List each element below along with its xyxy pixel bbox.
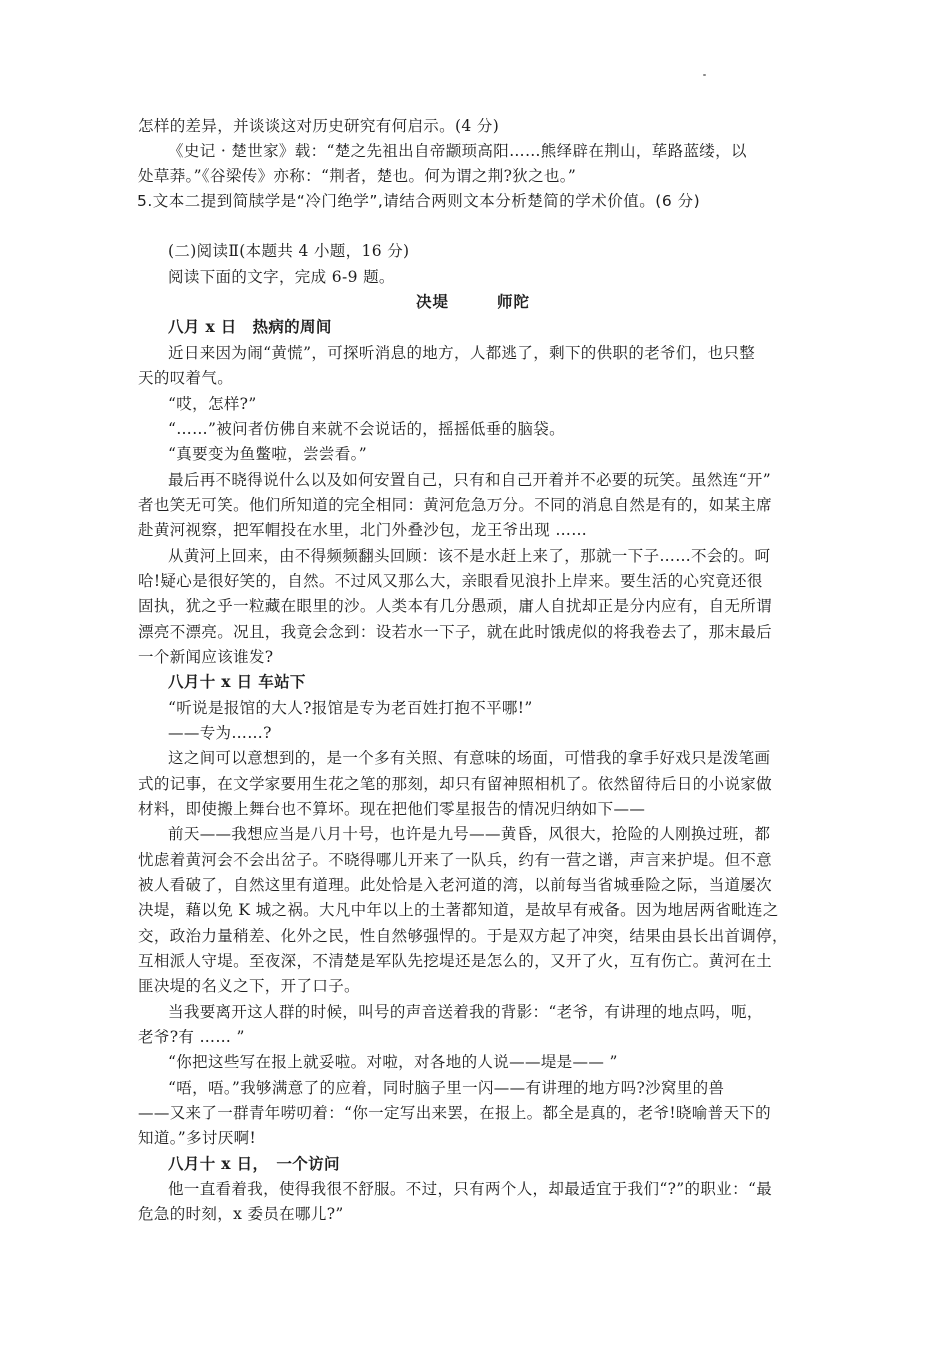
entry-2-line: 前天——我想应当是八月十号，也许是九号——黄昏，风很大，抢险的人刚换过班，都 [168,825,771,843]
entry-2-heading: 八月十 x 日 车站下 [168,672,306,691]
intro-line: 怎样的差异，并谈谈这对历史研究有何启示。(4 分) [138,117,500,135]
entry-1-line: 哈!疑心是很好笑的，自然。不过风又那么大，亲眼看见浪扑上岸来。要生活的心究竟还很 [138,572,763,590]
entry-1-line: 最后再不晓得说什么以及如何安置自己，只有和自己开着并不必要的玩笑。虽然连“开” [168,471,772,489]
entry-2-line: 知道。”多讨厌啊! [138,1129,257,1147]
entry-2-line: 材料，即使搬上舞台也不算坏。现在把他们零星报告的情况归纳如下—— [138,800,646,818]
entry-1-heading: 八月 x 日 热病的周间 [168,317,332,336]
entry-2-line: 老爷?有 …… ” [138,1028,245,1046]
section-heading: (二)阅读Ⅱ(本题共 4 小题，16 分) [168,242,410,260]
question-5: 5.文本二提到简牍学是“冷门绝学”,请结合两则文本分析楚简的学术价值。(6 分) [137,192,701,210]
entry-1-line: 天的叹着气。 [138,369,234,387]
entry-2-line: ——专为……? [168,724,272,742]
entry-1-line: 一个新闻应该谁发? [138,648,274,666]
article-author: 师陀 [497,292,531,311]
entry-1-line: “真要变为鱼鳖啦，尝尝看。” [168,445,367,463]
entry-2-line: “唔，唔。”我够满意了的应着，同时脑子里一闪——有讲理的地方吗?沙窝里的兽 [168,1079,725,1097]
entry-2-line: ——又来了一群青年唠叨着：“你一定写出来罢，在报上。都全是真的，老爷!晓喻普天下的 [138,1104,772,1122]
entry-2-line: 互相派人守堤。至夜深，不清楚是军队先挖堤还是怎么的，又开了火，互有伤亡。黄河在土 [138,952,773,970]
entry-1-line: 从黄河上回来，由不得频频翻头回顾：该不是水赶上来了，那就一下子……不会的。呵 [168,547,771,565]
entry-1-line: 者也笑无可笑。他们所知道的完全相同：黄河危急万分。不同的消息自然是有的，如某主席 [138,496,773,514]
entry-2-line: 被人看破了，自然这里有道理。此处恰是入老河道的湾，以前每当省城垂险之际，当道屡次 [138,876,773,894]
entry-2-line: 交，政治力量稍差、化外之民，性自然够强悍的。于是双方起了冲突，结果由县长出首调停， [138,927,788,945]
entry-2-line: 式的记事，在文学家要用生花之笔的那刻，却只有留神照相机了。依然留待后日的小说家做 [138,775,773,793]
entry-2-line: 匪决堤的名义之下，开了口子。 [138,977,360,995]
quote-line-2: 处草莽。”《谷梁传》亦称：“荆者，楚也。何为谓之荆?狄之也。” [138,167,577,185]
entry-1-line: 固执，犹之乎一粒藏在眼里的沙。人类本有几分愚顽，庸人自扰却正是分内应有，自无所谓 [138,597,773,615]
section-instruction: 阅读下面的文字，完成 6-9 题。 [168,268,395,286]
entry-3-heading: 八月十 x 日， 一个访问 [168,1154,340,1173]
entry-2-line: 当我要离开这人群的时候，叫号的声音送着我的背影：“老爷，有讲理的地点吗，呃， [168,1003,763,1021]
article-title: 决堤 [416,292,450,311]
entry-3-line: 危急的时刻，x 委员在哪儿?” [138,1205,344,1223]
entry-2-line: 决堤，藉以免 K 城之祸。大凡中年以上的土著都知道，是故早有戒备。因为地居两省毗连之 [138,901,779,919]
entry-1-line: “……”被问者仿佛自来就不会说话的，摇摇低垂的脑袋。 [168,420,565,438]
entry-1-line: “哎，怎样?” [168,395,257,413]
entry-3-line: 他一直看着我，使得我很不舒服。不过，只有两个人，却最适宜于我们“?”的职业：“最 [168,1180,773,1198]
entry-1-line: 漂亮不漂亮。况且，我竟会念到：设若水一下子，就在此时饿虎似的将我卷去了，那末最后 [138,623,773,641]
entry-2-line: 这之间可以意想到的，是一个多有关照、有意味的场面，可惜我的拿手好戏只是泼笔画 [168,749,771,767]
entry-2-line: “你把这些写在报上就妥啦。对啦，对各地的人说——堤是—— ” [168,1053,618,1071]
quote-line-1: 《史记 · 楚世家》载：“楚之先祖出自帝颛顼高阳……熊绎辟在荆山，荜路蓝缕，以 [168,142,747,160]
entry-1-line: 近日来因为闹“黄慌”，可探听消息的地方，人都逃了，剩下的供职的老爷们，也只整 [168,344,756,362]
entry-2-line: 忧虑着黄河会不会出岔子。不晓得哪儿开来了一队兵，约有一营之谱，声言来护堤。但不意 [138,851,773,869]
entry-1-line: 赴黄河视察，把军帽投在水里，北门外叠沙包，龙王爷出现 …… [138,521,588,539]
entry-2-line: “听说是报馆的大人?报馆是专为老百姓打抱不平哪!” [168,699,533,717]
scan-speck [703,74,706,76]
